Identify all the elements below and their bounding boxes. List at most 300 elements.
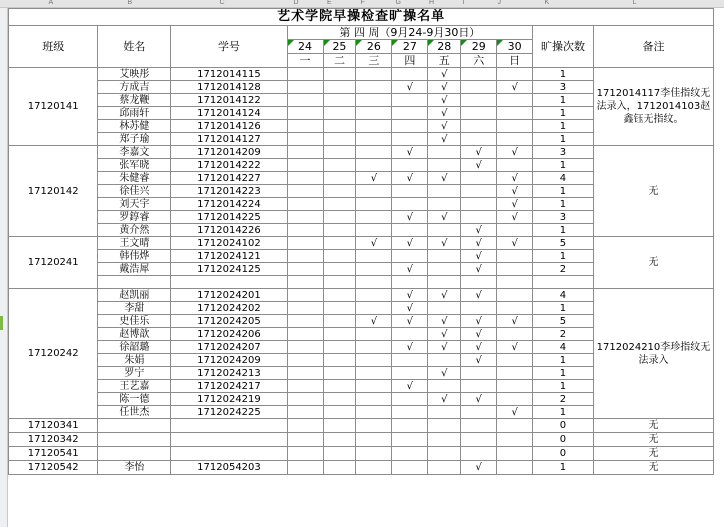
attendance-cell[interactable]: [497, 302, 533, 315]
attendance-cell[interactable]: [497, 68, 533, 81]
class-cell[interactable]: 17120541: [9, 447, 98, 461]
attendance-cell[interactable]: [287, 237, 323, 250]
attendance-cell[interactable]: [356, 250, 392, 263]
name-cell[interactable]: 王艺嘉: [98, 380, 171, 393]
attendance-cell[interactable]: [287, 146, 323, 159]
attendance-cell[interactable]: [461, 133, 497, 146]
attendance-cell[interactable]: [428, 276, 461, 289]
attendance-cell[interactable]: [356, 302, 392, 315]
name-cell[interactable]: [98, 276, 171, 289]
attendance-cell[interactable]: [323, 315, 356, 328]
attendance-cell[interactable]: [461, 172, 497, 185]
remark-cell[interactable]: 1712024210李珍指纹无法录入: [593, 289, 713, 419]
attendance-cell[interactable]: [323, 419, 356, 433]
attendance-cell[interactable]: [428, 315, 461, 328]
attendance-cell[interactable]: [323, 354, 356, 367]
absence-count-cell[interactable]: 2: [533, 328, 594, 341]
attendance-cell[interactable]: [392, 159, 428, 172]
attendance-cell[interactable]: [392, 198, 428, 211]
attendance-cell[interactable]: [497, 447, 533, 461]
attendance-cell[interactable]: [356, 263, 392, 276]
attendance-cell[interactable]: [356, 68, 392, 81]
attendance-cell[interactable]: [428, 367, 461, 380]
attendance-cell[interactable]: [392, 94, 428, 107]
attendance-cell[interactable]: [323, 406, 356, 419]
attendance-cell[interactable]: [323, 380, 356, 393]
class-cell[interactable]: 17120142: [9, 146, 98, 237]
student-id-cell[interactable]: 1712024217: [171, 380, 287, 393]
attendance-cell[interactable]: [356, 94, 392, 107]
attendance-cell[interactable]: [461, 433, 497, 447]
attendance-cell[interactable]: [392, 419, 428, 433]
attendance-cell[interactable]: [356, 354, 392, 367]
attendance-cell[interactable]: [323, 276, 356, 289]
name-cell[interactable]: 李嘉文: [98, 146, 171, 159]
name-cell[interactable]: [98, 433, 171, 447]
attendance-cell[interactable]: [323, 120, 356, 133]
attendance-cell[interactable]: [461, 146, 497, 159]
absence-count-cell[interactable]: 5: [533, 315, 594, 328]
class-cell[interactable]: 17120242: [9, 289, 98, 419]
attendance-cell[interactable]: [392, 224, 428, 237]
attendance-cell[interactable]: [392, 433, 428, 447]
attendance-cell[interactable]: [428, 289, 461, 302]
header-class[interactable]: 班级: [9, 26, 98, 68]
attendance-cell[interactable]: [356, 276, 392, 289]
absence-count-cell[interactable]: 1: [533, 224, 594, 237]
attendance-cell[interactable]: [392, 133, 428, 146]
attendance-cell[interactable]: [428, 419, 461, 433]
date-cell[interactable]: [287, 40, 323, 54]
absence-count-cell[interactable]: 2: [533, 263, 594, 276]
attendance-cell[interactable]: [428, 172, 461, 185]
attendance-cell[interactable]: [497, 393, 533, 406]
column-letter-b[interactable]: B: [127, 0, 133, 6]
attendance-cell[interactable]: [497, 224, 533, 237]
weekday-cell[interactable]: 日: [497, 54, 533, 68]
name-cell[interactable]: 陈一德: [98, 393, 171, 406]
attendance-cell[interactable]: [323, 263, 356, 276]
attendance-cell[interactable]: [428, 211, 461, 224]
attendance-cell[interactable]: [461, 237, 497, 250]
attendance-cell[interactable]: [428, 146, 461, 159]
attendance-cell[interactable]: [356, 159, 392, 172]
attendance-cell[interactable]: [356, 406, 392, 419]
attendance-cell[interactable]: [323, 367, 356, 380]
weekday-cell[interactable]: 二: [323, 54, 356, 68]
attendance-cell[interactable]: [356, 120, 392, 133]
absence-count-cell[interactable]: 3: [533, 146, 594, 159]
attendance-cell[interactable]: [392, 250, 428, 263]
attendance-cell[interactable]: [323, 289, 356, 302]
attendance-cell[interactable]: [497, 263, 533, 276]
date-cell[interactable]: [356, 40, 392, 54]
student-id-cell[interactable]: 1712024121: [171, 250, 287, 263]
attendance-cell[interactable]: [356, 447, 392, 461]
absence-count-cell[interactable]: 1: [533, 68, 594, 81]
name-cell[interactable]: 韩伟烨: [98, 250, 171, 263]
attendance-cell[interactable]: [497, 172, 533, 185]
sheet-title[interactable]: 艺术学院早操检查旷操名单: [9, 9, 714, 26]
attendance-cell[interactable]: [428, 120, 461, 133]
attendance-cell[interactable]: [461, 447, 497, 461]
attendance-cell[interactable]: [392, 172, 428, 185]
attendance-cell[interactable]: [461, 107, 497, 120]
attendance-cell[interactable]: [392, 328, 428, 341]
attendance-cell[interactable]: [323, 172, 356, 185]
attendance-cell[interactable]: [461, 328, 497, 341]
attendance-cell[interactable]: [287, 380, 323, 393]
attendance-cell[interactable]: [497, 367, 533, 380]
attendance-cell[interactable]: [497, 276, 533, 289]
attendance-cell[interactable]: [287, 289, 323, 302]
attendance-cell[interactable]: [461, 341, 497, 354]
attendance-cell[interactable]: [356, 341, 392, 354]
name-cell[interactable]: 林苏健: [98, 120, 171, 133]
attendance-cell[interactable]: [356, 224, 392, 237]
attendance-cell[interactable]: [323, 94, 356, 107]
absence-count-cell[interactable]: 1: [533, 367, 594, 380]
attendance-cell[interactable]: [287, 224, 323, 237]
attendance-cell[interactable]: [461, 120, 497, 133]
student-id-cell[interactable]: 1712024209: [171, 354, 287, 367]
column-letter-l[interactable]: L: [632, 0, 637, 6]
attendance-cell[interactable]: [287, 133, 323, 146]
attendance-cell[interactable]: [287, 120, 323, 133]
student-id-cell[interactable]: [171, 419, 287, 433]
remark-cell[interactable]: 无: [593, 447, 713, 461]
attendance-cell[interactable]: [287, 433, 323, 447]
attendance-cell[interactable]: [356, 419, 392, 433]
attendance-cell[interactable]: [323, 198, 356, 211]
attendance-cell[interactable]: [392, 146, 428, 159]
attendance-cell[interactable]: [392, 461, 428, 475]
absence-count-cell[interactable]: 3: [533, 81, 594, 94]
name-cell[interactable]: 刘天宇: [98, 198, 171, 211]
attendance-cell[interactable]: [497, 380, 533, 393]
attendance-cell[interactable]: [461, 263, 497, 276]
remark-cell[interactable]: 无: [593, 461, 713, 475]
attendance-cell[interactable]: [428, 328, 461, 341]
weekday-cell[interactable]: 一: [287, 54, 323, 68]
absence-count-cell[interactable]: 4: [533, 289, 594, 302]
attendance-cell[interactable]: [356, 367, 392, 380]
attendance-cell[interactable]: [392, 393, 428, 406]
column-letter-k[interactable]: K: [544, 0, 550, 6]
attendance-cell[interactable]: [287, 172, 323, 185]
student-id-cell[interactable]: 1712054203: [171, 461, 287, 475]
attendance-cell[interactable]: [356, 133, 392, 146]
attendance-cell[interactable]: [392, 211, 428, 224]
header-absence-count[interactable]: 旷操次数: [533, 26, 594, 68]
attendance-cell[interactable]: [323, 250, 356, 263]
absence-count-cell[interactable]: 1: [533, 461, 594, 475]
class-cell[interactable]: 17120342: [9, 433, 98, 447]
attendance-cell[interactable]: [497, 250, 533, 263]
attendance-cell[interactable]: [323, 328, 356, 341]
attendance-cell[interactable]: [428, 81, 461, 94]
attendance-cell[interactable]: [461, 81, 497, 94]
absence-count-cell[interactable]: 2: [533, 393, 594, 406]
absence-count-cell[interactable]: 0: [533, 433, 594, 447]
attendance-cell[interactable]: [497, 211, 533, 224]
attendance-cell[interactable]: [392, 315, 428, 328]
student-id-cell[interactable]: [171, 447, 287, 461]
attendance-cell[interactable]: [323, 81, 356, 94]
date-cell[interactable]: [461, 40, 497, 54]
attendance-cell[interactable]: [428, 433, 461, 447]
attendance-cell[interactable]: [356, 289, 392, 302]
attendance-cell[interactable]: [287, 447, 323, 461]
student-id-cell[interactable]: 1712014209: [171, 146, 287, 159]
column-letter-e[interactable]: E: [327, 0, 332, 6]
class-cell[interactable]: 17120141: [9, 68, 98, 146]
attendance-cell[interactable]: [323, 133, 356, 146]
date-cell[interactable]: [497, 40, 533, 54]
attendance-cell[interactable]: [287, 94, 323, 107]
absence-count-cell[interactable]: 1: [533, 120, 594, 133]
absence-count-cell[interactable]: 1: [533, 133, 594, 146]
attendance-cell[interactable]: [428, 68, 461, 81]
name-cell[interactable]: 徐韶璐: [98, 341, 171, 354]
student-id-cell[interactable]: 1712024225: [171, 406, 287, 419]
attendance-cell[interactable]: [497, 81, 533, 94]
weekday-cell[interactable]: 六: [461, 54, 497, 68]
absence-count-cell[interactable]: 1: [533, 185, 594, 198]
attendance-cell[interactable]: [356, 172, 392, 185]
attendance-cell[interactable]: [461, 419, 497, 433]
attendance-cell[interactable]: [461, 406, 497, 419]
attendance-cell[interactable]: [287, 354, 323, 367]
name-cell[interactable]: 郑子瑜: [98, 133, 171, 146]
attendance-cell[interactable]: [287, 461, 323, 475]
name-cell[interactable]: 赵博歆: [98, 328, 171, 341]
attendance-cell[interactable]: [392, 341, 428, 354]
name-cell[interactable]: 李怡: [98, 461, 171, 475]
attendance-cell[interactable]: [428, 354, 461, 367]
absence-count-cell[interactable]: 1: [533, 107, 594, 120]
attendance-cell[interactable]: [287, 250, 323, 263]
name-cell[interactable]: 戴浩犀: [98, 263, 171, 276]
attendance-cell[interactable]: [392, 81, 428, 94]
absence-count-cell[interactable]: 1: [533, 94, 594, 107]
attendance-cell[interactable]: [392, 380, 428, 393]
attendance-cell[interactable]: [287, 419, 323, 433]
attendance-cell[interactable]: [287, 159, 323, 172]
student-id-cell[interactable]: 1712024125: [171, 263, 287, 276]
student-id-cell[interactable]: 1712014224: [171, 198, 287, 211]
student-id-cell[interactable]: 1712014127: [171, 133, 287, 146]
attendance-cell[interactable]: [497, 198, 533, 211]
attendance-cell[interactable]: [497, 433, 533, 447]
student-id-cell[interactable]: 1712024206: [171, 328, 287, 341]
date-cell[interactable]: [428, 40, 461, 54]
attendance-cell[interactable]: [356, 211, 392, 224]
student-id-cell[interactable]: 1712014122: [171, 94, 287, 107]
attendance-cell[interactable]: [323, 237, 356, 250]
column-letter-i[interactable]: I: [462, 0, 465, 6]
absence-count-cell[interactable]: 1: [533, 250, 594, 263]
attendance-cell[interactable]: [461, 159, 497, 172]
absence-count-cell[interactable]: 1: [533, 198, 594, 211]
attendance-cell[interactable]: [323, 68, 356, 81]
attendance-cell[interactable]: [356, 461, 392, 475]
student-id-cell[interactable]: 1712024202: [171, 302, 287, 315]
absence-count-cell[interactable]: 0: [533, 419, 594, 433]
student-id-cell[interactable]: 1712014225: [171, 211, 287, 224]
column-letter-g[interactable]: G: [395, 0, 401, 6]
attendance-cell[interactable]: [461, 302, 497, 315]
attendance-cell[interactable]: [392, 406, 428, 419]
name-cell[interactable]: 李甜: [98, 302, 171, 315]
header-remarks[interactable]: 备注: [593, 26, 713, 68]
attendance-cell[interactable]: [323, 302, 356, 315]
attendance-cell[interactable]: [497, 146, 533, 159]
attendance-cell[interactable]: [428, 107, 461, 120]
name-cell[interactable]: 罗錞睿: [98, 211, 171, 224]
student-id-cell[interactable]: 1712014226: [171, 224, 287, 237]
attendance-cell[interactable]: [497, 419, 533, 433]
attendance-cell[interactable]: [287, 263, 323, 276]
absence-count-cell[interactable]: 1: [533, 354, 594, 367]
attendance-cell[interactable]: [392, 185, 428, 198]
attendance-cell[interactable]: [356, 198, 392, 211]
class-cell[interactable]: 17120241: [9, 237, 98, 289]
attendance-cell[interactable]: [287, 211, 323, 224]
attendance-cell[interactable]: [497, 328, 533, 341]
student-id-cell[interactable]: 1712014128: [171, 81, 287, 94]
attendance-cell[interactable]: [287, 328, 323, 341]
attendance-cell[interactable]: [392, 354, 428, 367]
attendance-cell[interactable]: [323, 211, 356, 224]
attendance-cell[interactable]: [497, 406, 533, 419]
attendance-cell[interactable]: [323, 461, 356, 475]
name-cell[interactable]: 张军晓: [98, 159, 171, 172]
attendance-cell[interactable]: [461, 94, 497, 107]
attendance-cell[interactable]: [356, 315, 392, 328]
attendance-cell[interactable]: [356, 185, 392, 198]
attendance-cell[interactable]: [323, 341, 356, 354]
attendance-cell[interactable]: [497, 237, 533, 250]
attendance-cell[interactable]: [287, 406, 323, 419]
attendance-cell[interactable]: [287, 315, 323, 328]
absence-count-cell[interactable]: 4: [533, 172, 594, 185]
column-letter-c[interactable]: C: [219, 0, 225, 6]
column-letter-f[interactable]: F: [360, 0, 365, 6]
column-letter-h[interactable]: H: [429, 0, 435, 6]
spreadsheet-grid[interactable]: [8, 8, 724, 527]
name-cell[interactable]: [98, 419, 171, 433]
attendance-cell[interactable]: [428, 302, 461, 315]
attendance-cell[interactable]: [323, 107, 356, 120]
attendance-cell[interactable]: [287, 185, 323, 198]
date-cell[interactable]: [392, 40, 428, 54]
attendance-cell[interactable]: [428, 380, 461, 393]
name-cell[interactable]: 黄介然: [98, 224, 171, 237]
student-id-cell[interactable]: 1712014227: [171, 172, 287, 185]
attendance-cell[interactable]: [428, 341, 461, 354]
name-cell[interactable]: 朱娟: [98, 354, 171, 367]
attendance-cell[interactable]: [356, 107, 392, 120]
name-cell[interactable]: [98, 447, 171, 461]
name-cell[interactable]: 王文晴: [98, 237, 171, 250]
absence-count-cell[interactable]: 1: [533, 406, 594, 419]
attendance-cell[interactable]: [428, 94, 461, 107]
student-id-cell[interactable]: 1712024201: [171, 289, 287, 302]
attendance-cell[interactable]: [356, 380, 392, 393]
remark-cell[interactable]: 无: [593, 237, 713, 289]
student-id-cell[interactable]: [171, 433, 287, 447]
name-cell[interactable]: 蔡龙鞭: [98, 94, 171, 107]
attendance-cell[interactable]: [392, 289, 428, 302]
name-cell[interactable]: 徐佳兴: [98, 185, 171, 198]
attendance-cell[interactable]: [497, 461, 533, 475]
attendance-cell[interactable]: [323, 433, 356, 447]
attendance-cell[interactable]: [428, 159, 461, 172]
name-cell[interactable]: 罗宁: [98, 367, 171, 380]
attendance-cell[interactable]: [428, 393, 461, 406]
remark-cell[interactable]: 无: [593, 419, 713, 433]
name-cell[interactable]: 方成吉: [98, 81, 171, 94]
attendance-cell[interactable]: [392, 367, 428, 380]
attendance-cell[interactable]: [392, 107, 428, 120]
attendance-cell[interactable]: [323, 159, 356, 172]
remark-cell[interactable]: 1712014117李佳指纹无法录入，1712014103赵鑫钰无指纹。: [593, 68, 713, 146]
attendance-cell[interactable]: [323, 224, 356, 237]
attendance-cell[interactable]: [287, 393, 323, 406]
attendance-cell[interactable]: [392, 120, 428, 133]
attendance-cell[interactable]: [497, 341, 533, 354]
attendance-cell[interactable]: [428, 250, 461, 263]
attendance-cell[interactable]: [497, 94, 533, 107]
student-id-cell[interactable]: 1712024102: [171, 237, 287, 250]
attendance-cell[interactable]: [497, 107, 533, 120]
student-id-cell[interactable]: 1712014126: [171, 120, 287, 133]
attendance-cell[interactable]: [461, 185, 497, 198]
attendance-cell[interactable]: [461, 224, 497, 237]
header-student-id[interactable]: 学号: [171, 26, 287, 68]
attendance-cell[interactable]: [497, 133, 533, 146]
student-id-cell[interactable]: 1712014124: [171, 107, 287, 120]
attendance-cell[interactable]: [461, 68, 497, 81]
absence-count-cell[interactable]: [533, 276, 594, 289]
attendance-cell[interactable]: [287, 81, 323, 94]
name-cell[interactable]: 任世杰: [98, 406, 171, 419]
date-cell[interactable]: [323, 40, 356, 54]
attendance-cell[interactable]: [461, 461, 497, 475]
weekday-cell[interactable]: 五: [428, 54, 461, 68]
attendance-cell[interactable]: [497, 159, 533, 172]
name-cell[interactable]: 朱健睿: [98, 172, 171, 185]
attendance-cell[interactable]: [392, 237, 428, 250]
name-cell[interactable]: 艾映彤: [98, 68, 171, 81]
attendance-cell[interactable]: [461, 393, 497, 406]
attendance-cell[interactable]: [497, 289, 533, 302]
attendance-cell[interactable]: [323, 447, 356, 461]
column-letter-d[interactable]: D: [293, 0, 299, 6]
attendance-cell[interactable]: [356, 393, 392, 406]
attendance-cell[interactable]: [428, 224, 461, 237]
attendance-cell[interactable]: [497, 120, 533, 133]
attendance-cell[interactable]: [323, 393, 356, 406]
attendance-cell[interactable]: [461, 289, 497, 302]
attendance-cell[interactable]: [428, 447, 461, 461]
attendance-cell[interactable]: [287, 367, 323, 380]
student-id-cell[interactable]: 1712024213: [171, 367, 287, 380]
weekday-cell[interactable]: 四: [392, 54, 428, 68]
column-letter-j[interactable]: J: [497, 0, 501, 6]
attendance-cell[interactable]: [428, 133, 461, 146]
